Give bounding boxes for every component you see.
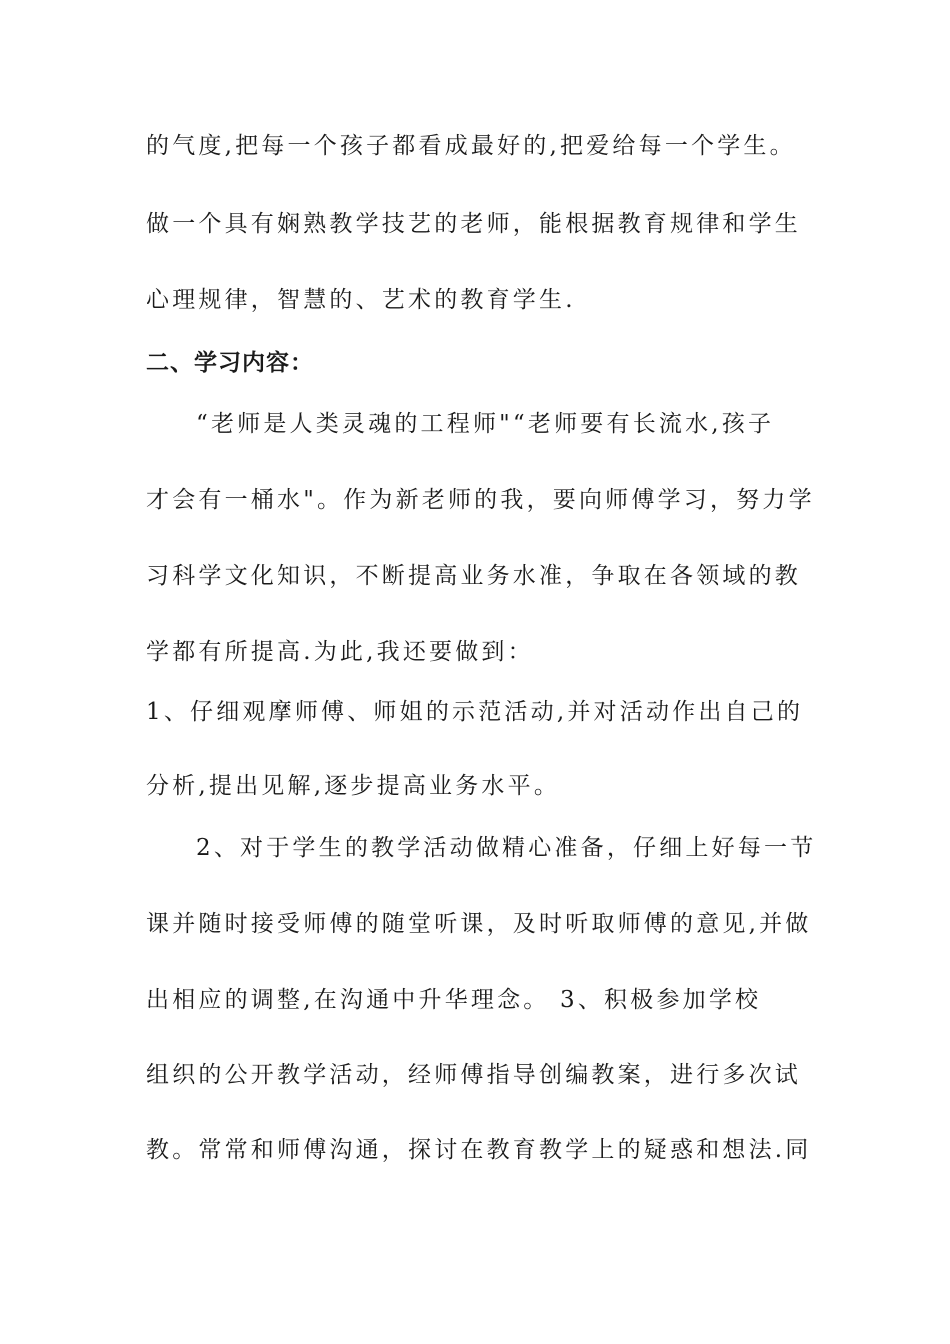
paragraph-line-2: 做一个具有娴熟教学技艺的老师，能根据教育规律和学生 — [146, 211, 801, 237]
paragraph-line-1: 的气度,把每一个孩子都看成最好的,把爱给每一个学生。 — [146, 133, 796, 159]
list-item-1-line-1: 1、仔细观摩师傅、师姐的示范活动,并对活动作出自己的 — [146, 699, 804, 725]
paragraph-line-5: “老师是人类灵魂的工程师"“老师要有长流水,孩子 — [196, 411, 775, 437]
list-item-1-line-2: 分析,提出见解,逐步提高业务水平。 — [146, 773, 561, 799]
list-item-3-line-3: 教。常常和师傅沟通，探讨在教育教学上的疑惑和想法.同 — [146, 1137, 812, 1163]
list-item-2-line-2: 课并随时接受师傅的随堂听课，及时听取师傅的意见,并做 — [146, 911, 812, 937]
list-item-2-line-1: 2、对于学生的教学活动做精心准备，仔细上好每一节 — [196, 835, 817, 861]
list-item-2-line-3: 出相应的调整,在沟通中升华理念。 3、积极参加学校 — [146, 987, 762, 1013]
list-item-3-line-2: 组织的公开教学活动，经师傅指导创编教案，进行多次试 — [146, 1062, 801, 1088]
paragraph-line-7: 习科学文化知识，不断提高业务水准，争取在各领域的教 — [146, 563, 801, 589]
section-heading: 二、学习内容： — [146, 350, 314, 376]
paragraph-line-8: 学都有所提高.为此,我还要做到： — [146, 639, 534, 665]
paragraph-line-3: 心理规律，智慧的、艺术的教育学生. — [146, 287, 576, 313]
paragraph-line-6: 才会有一桶水"。作为新老师的我，要向师傅学习，努力学 — [146, 487, 815, 513]
